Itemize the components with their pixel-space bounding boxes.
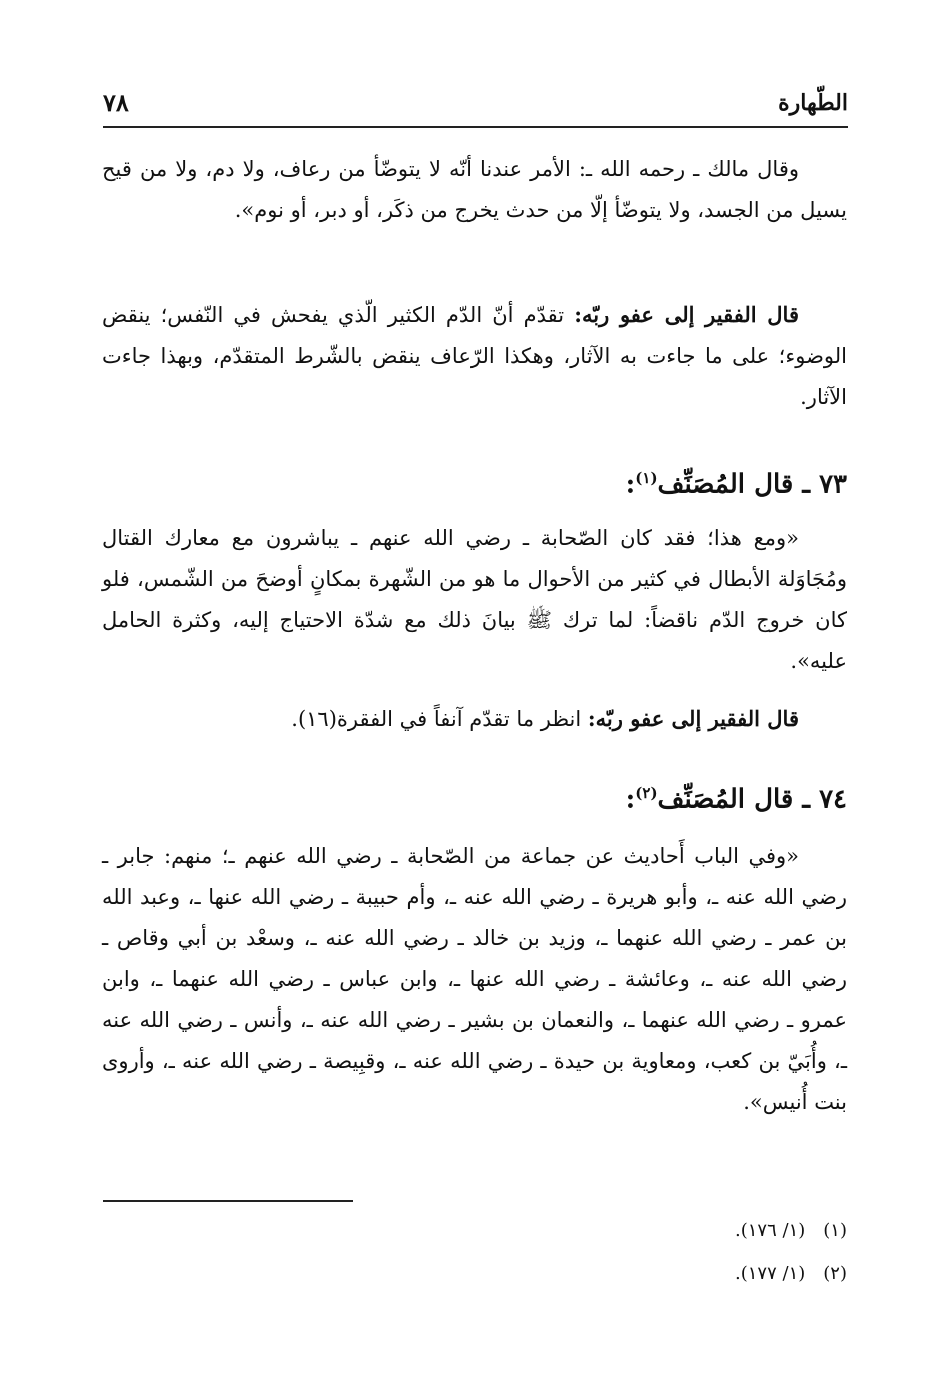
paragraph-author-quote-73: «ومع هذا؛ فقد كان الصّحابة ـ رضي الله عنهم ـ يباشرون مع معارك القتال ومُجَاوَلة الأبطال في كثير من الأحوال ما هو من الشّهرة بمكانٍ أوضحَ من الشّمس، فلو كان خروج الدّم ناقضاً: لما ترك ﷺ بيانَ ذلك مع شدّة الاحتياج إليه، وكثرة الحامل عليه».: [102, 526, 847, 673]
paragraph-author-quote-74: «وفي الباب أَحاديث عن جماعة من الصّحابة ـ رضي الله عنهم ـ؛ منهم: جابر ـ رضي الله عنه ـ، وأبو هريرة ـ رضي الله عنه ـ، وأم حبيبة ـ رضي الله عنها ـ، وعبد الله بن عمر ـ رضي الله عنهما ـ، وزيد بن خالد ـ رضي الله عنه ـ، وسعْد بن أبي وقاص ـ رضي الله عنه ـ، وعائشة ـ رضي الله عنها ـ، وابن عباس ـ رضي الله عنهما ـ، وابن عمرو ـ رضي الله عنهما ـ، والنعمان بن بشير ـ رضي الله عنه ـ، وأنس ـ رضي الله عنه ـ، وأُبَيّ بن كعب، ومعاوية بن حيدة ـ رضي الله عنه ـ، وقبِيصة ـ رضي الله عنه ـ، وأروى بنت أُنيس».: [102, 844, 847, 1114]
footnote-ref: (١): [635, 469, 658, 487]
commentary-text: تقدّم أنّ الدّم الكثير الّذي يفحش في النّفس؛ ينقض الوضوء؛ على ما جاءت به الآثار، وهكذا الرّعاف ينقض بالشّرط المتقدّم، وبهذا جاءت الآثار.: [102, 303, 847, 409]
footnote-separator: [103, 1200, 353, 1202]
chapter-title: الطّهارة: [778, 90, 848, 116]
footnote-1: [102, 1217, 847, 1245]
footnote-text: (١/ ١٧٧).: [735, 1263, 806, 1284]
footnote-2: [102, 1260, 847, 1288]
section-title: قال المُصَنِّف: [657, 784, 794, 815]
commentary-text: انظر ما تقدّم آنفاً في الفقرة(١٦).: [291, 707, 588, 731]
section-heading-73: ٧٣ ـ قال المُصَنِّف$^{(١)}$:: [625, 469, 847, 500]
footnote-number: (٢): [823, 1263, 847, 1284]
footnote-ref: (٢): [635, 784, 658, 802]
page-header: [103, 84, 848, 128]
page-number: ٧٨: [103, 88, 129, 117]
section-number: ٧٣ ـ: [802, 469, 847, 500]
footnote-number: (١): [823, 1220, 847, 1241]
paragraph-commentary-1: [102, 294, 847, 418]
paragraph-commentary-2: [102, 698, 847, 740]
section-title: قال المُصَنِّف: [657, 469, 794, 500]
commentary-lead: قال الفقير إلى عفو ربّه:: [587, 706, 799, 731]
commentary-lead: قال الفقير إلى عفو ربّه:: [574, 302, 799, 327]
section-number: ٧٤ ـ: [802, 784, 847, 815]
footnote-text: (١/ ١٧٦).: [735, 1220, 806, 1241]
section-heading-74: ٧٤ ـ قال المُصَنِّف$^{(٢)}$:: [625, 784, 847, 815]
paragraph-malik-quote: وقال مالك ـ رحمه الله ـ: الأمر عندنا أنّه لا يتوضّأ من رعاف، ولا دم، ولا من قيح يسيل من الجسد، ولا يتوضّأ إلّا من حدث يخرج من ذكَر، أو دبر، أو نوم».: [102, 157, 847, 222]
